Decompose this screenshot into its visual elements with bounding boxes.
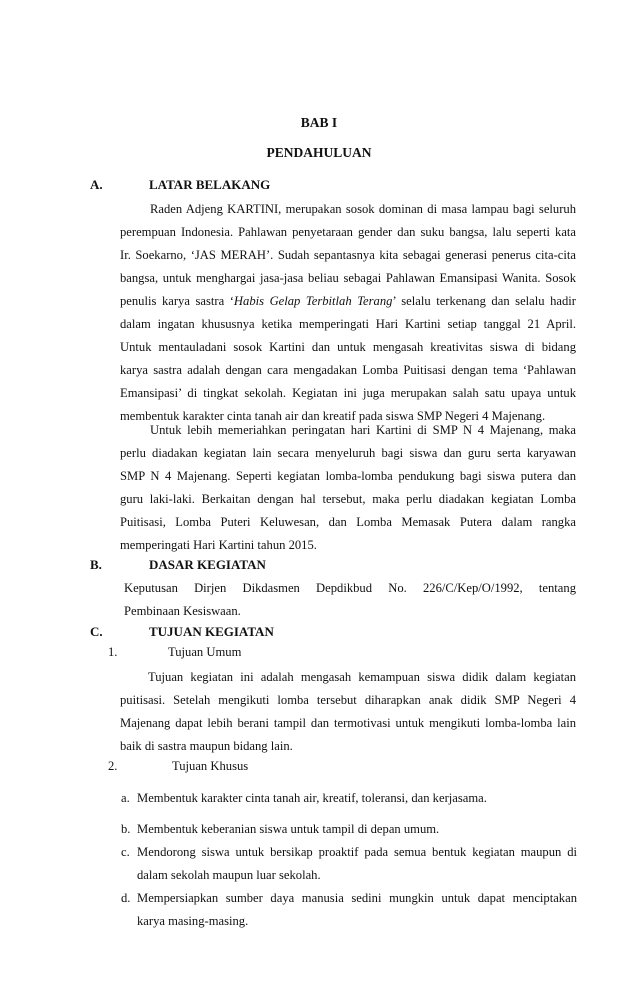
subsection-title: Tujuan Khusus: [172, 759, 249, 773]
subsection-umum-body: [120, 666, 576, 758]
text-line: Keputusan Dirjen Dikdasmen Depdikbud No. 226/C/Kep/O/1992, tentang: [124, 581, 576, 595]
list-marker: c.: [121, 845, 130, 859]
chapter-title: PENDAHULUAN: [266, 145, 372, 160]
text-line: dalam sekolah maupun luar sekolah.: [137, 868, 321, 882]
text-line: bangsa, untuk menghargai jasa-jasa beliau sebagai Pahlawan Emansipasi Wanita. Sosok: [120, 271, 576, 285]
text-line: perlu diadakan kegiatan lain secara menyeluruh bagi siswa dan guru serta karyawan: [120, 446, 576, 460]
text-line: Puitisasi, Lomba Puteri Keluwesan, dan Lomba Memasak Putera dalam rangka: [120, 515, 576, 529]
section-letter: A.: [90, 177, 103, 192]
text-line: SMP N 4 Majenang. Seperti kegiatan lomba-lomba pendukung bagi siswa putera dan: [120, 469, 576, 483]
section-letter: C.: [90, 624, 103, 639]
section-letter: B.: [90, 557, 102, 572]
section-a-paragraph-1: [120, 198, 576, 428]
text-line: Membentuk keberanian siswa untuk tampil di depan umum.: [137, 822, 440, 836]
text-line: Emansipasi’ di tingkat sekolah. Kegiatan ini juga merupakan salah satu upaya untuk: [120, 386, 576, 400]
section-a-paragraph-2: [120, 419, 576, 557]
text-line: perempuan Indonesia. Pahlawan penyetaraan gender dan suku bangsa, lalu seperti kata: [120, 225, 576, 239]
text-line: [120, 290, 576, 313]
text-line: Ir. Soekarno, ‘JAS MERAH’. Sudah sepantasnya kita sebagai generasi penerus cita-cita: [120, 248, 576, 262]
text-line: Membentuk karakter cinta tanah air, kreatif, toleransi, dan kerjasama.: [137, 791, 487, 805]
chapter-number: BAB I: [300, 115, 338, 130]
book-title: Habis Gelap Terbitlah Terang: [233, 294, 393, 308]
text-segment: ’ selalu terkenang dan selalu hadir: [392, 294, 577, 308]
text-line: Majenang dapat lebih berani tampil dan termotivasi untuk mengikuti lomba-lomba lain: [120, 716, 576, 730]
text-line: Mendorong siswa untuk bersikap proaktif pada semua bentuk kegiatan maupun di: [137, 845, 577, 859]
text-line: Untuk mentauladani sosok Kartini dan untuk mengasah kreativitas siswa di bidang: [120, 340, 576, 354]
text-line: memperingati Hari Kartini tahun 2015.: [120, 538, 317, 552]
text-line: Pembinaan Kesiswaan.: [124, 604, 241, 618]
section-title: LATAR BELAKANG: [149, 177, 271, 192]
text-line: guru laki-laki. Berkaitan dengan hal tersebut, maka perlu diadakan kegiatan Lomba: [120, 492, 576, 506]
subsection-number: 2.: [108, 759, 118, 773]
section-title: DASAR KEGIATAN: [149, 557, 266, 572]
text-segment: penulis karya sastra ‘: [120, 294, 234, 308]
list-marker: d.: [121, 891, 131, 905]
text-line: baik di sastra maupun bidang lain.: [120, 739, 293, 753]
text-line: Mempersiapkan sumber daya manusia sedini mungkin untuk dapat menciptakan: [137, 891, 577, 905]
section-b-body: [124, 577, 576, 623]
text-line: dalam ingatan khususnya ketika memperingati Hari Kartini setiap tanggal 21 April.: [120, 317, 576, 331]
subsection-number: 1.: [108, 645, 118, 659]
text-line: Untuk lebih memeriahkan peringatan hari Kartini di SMP N 4 Majenang, maka: [150, 423, 576, 437]
text-line: puitisasi. Setelah mengikuti lomba tersebut diharapkan anak didik SMP Negeri 4: [120, 693, 576, 707]
text-line: karya sastra adalah dengan cara mengadakan Lomba Puitisasi dengan tema ‘Pahlawan: [120, 363, 576, 377]
text-line: Raden Adjeng KARTINI, merupakan sosok dominan di masa lampau bagi seluruh: [150, 202, 576, 216]
subsection-title: Tujuan Umum: [168, 645, 242, 659]
text-line: karya masing-masing.: [137, 914, 249, 928]
text-line: Tujuan kegiatan ini adalah mengasah kemampuan siswa didik dalam kegiatan: [148, 670, 576, 684]
text-line: membentuk karakter cinta tanah air dan kreatif pada siswa SMP Negeri 4 Majenang.: [120, 409, 546, 423]
list-marker: a.: [121, 791, 130, 805]
section-title: TUJUAN KEGIATAN: [149, 624, 274, 639]
list-marker: b.: [121, 822, 131, 836]
